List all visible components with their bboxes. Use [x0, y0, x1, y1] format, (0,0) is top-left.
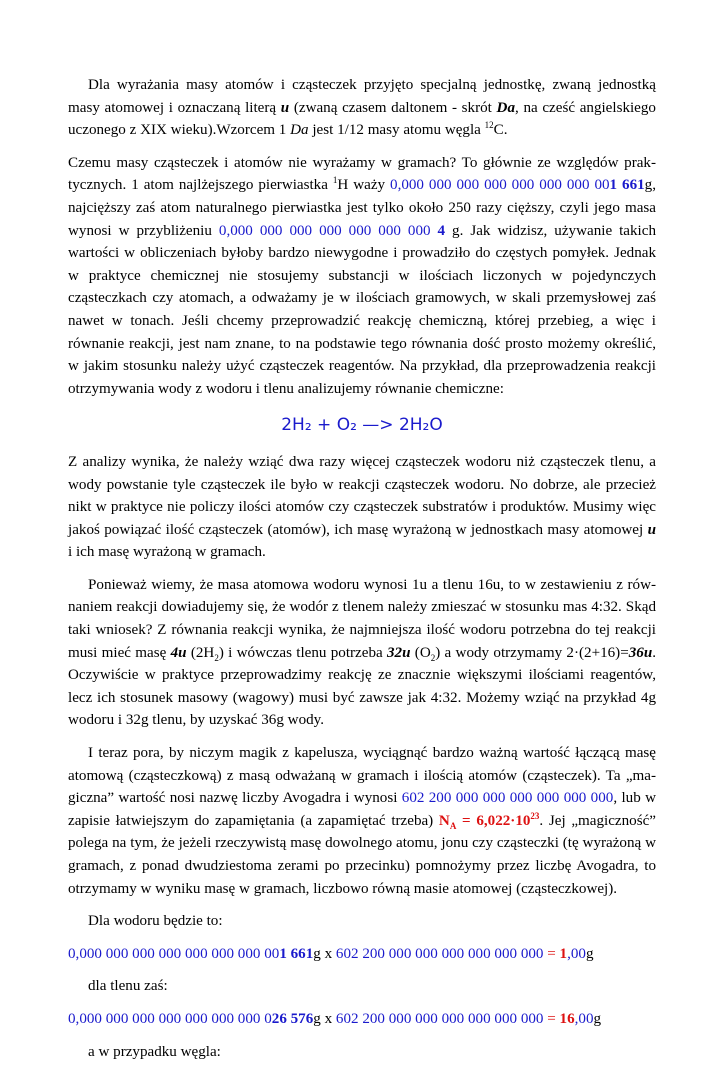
hydrogen-calculation	[68, 943, 656, 966]
unit-symbol-u: u	[280, 99, 290, 116]
text: (zwaną czasem daltonem - skrót	[289, 99, 497, 116]
avogadro-number: 602 200 000 000 000 000 000 000	[401, 790, 614, 807]
mass-digits: 1 661	[279, 945, 314, 962]
text: I teraz pora, by niczym magik z kapelusza, wyciągnąć bardzo ważną wartość łączącą masę atomową (cząsteczkową) z masą odważaną w gramach i ilością atomów (cząsteczek). Ta „ma-giczna” wartość nosi nazwę liczby Avogadra i wynosi	[68, 745, 656, 807]
operator: g x	[313, 945, 336, 962]
superscript: 23	[530, 810, 540, 821]
carbon-intro: a w przypadku węgla:	[88, 1043, 221, 1060]
avogadro-formula	[438, 810, 540, 831]
heavy-atom-mass-value: 0,000 000 000 000 000 000 000	[218, 222, 438, 239]
heavy-atom-mass-digit: 4	[437, 222, 446, 239]
isotope-superscript: 12	[484, 120, 494, 131]
equals-sign: =	[543, 1010, 560, 1027]
text: C.	[493, 122, 508, 139]
paragraph-avogadro	[68, 742, 656, 900]
chemical-equation: 2H₂ + O₂ —> 2H₂O	[281, 415, 443, 436]
text: ) a wody otrzymamy 2·(2+16)=	[435, 644, 629, 661]
isotope-superscript: 1	[332, 175, 338, 186]
text: g. Jak widzisz, używanie takich wartości w obliczeniach byłoby bardzo niewygodne i prowadziło do częstych pomyłek. Jednak w praktyce chemicznej nie stosujemy substancji w ilościach liczonych w pojedynczych cząsteczkach czy atomach, a odważamy je w ilościach gramowych, w skali przemysłowej zaś nawet w tonach. Jeśli chcemy przeprowadzić reakcję chemiczną, której przebieg, a więc i równanie reakcji, jest nam znane, to na podstawie tego równania dość prosto możemy określić, w jakim stosunku należy użyć cząsteczek reagentów. Na przykład, dla przeprowadzenia reakcji otrzymywania wody z wodoru i tlenu analizujemy równanie chemiczne:	[68, 222, 656, 397]
unit: g	[593, 1010, 602, 1027]
mass-value: 0,000 000 000 000 000 000 000 00	[68, 945, 280, 962]
result-integer: 1	[559, 945, 568, 962]
text: . Jej „magiczność” polega na tym, że jeżeli rzeczywistą masę dowolnego atomu, jonu czy cząsteczki (tę wyrażoną w gramach, z ponad dwudziestoma zerami po przecinku) pomnożymy przez liczbę Avogadra, to otrzymamy w wyniku masę w gramach, liczbowo równą masie atomowej (cząsteczkowej).	[68, 812, 656, 897]
text: , lub w zapisie łatwiejszym do zapamiętania (a zapamiętać trzeba)	[68, 790, 656, 829]
oxygen-calculation	[68, 1008, 656, 1031]
unit-symbol-da: Da	[496, 99, 515, 116]
result-decimal: ,00	[574, 1010, 594, 1027]
text: Z analizy wynika, że należy wziąć dwa razy więcej cząsteczek wodoru niż cząsteczek tlenu, a wody powstanie tyle cząsteczek ile było w reakcji cząsteczek wodoru. No dobrze, ale przecież nikt w praktyce nie policzy ilości atomów czy cząsteczek substratów i produktów. Musimy więc jakoś powiązać ilość cząsteczek (atomów), ich masę wyrażoną w jednostkach masy atomowej	[68, 453, 656, 538]
paragraph-why-not-grams	[68, 152, 656, 401]
mass-value: 36u	[628, 644, 653, 661]
text: . Oczywiście w praktyce przeprowadzimy reakcję ze znacznie większymi ilościami reagentów, lecz ich stosunek masowy (wagowy) musi być zawsze jak 4:32. Możemy wziąć na przykład 4g wodoru i 32g tlenu, by uzyskać 36g wody.	[68, 644, 657, 729]
unit-symbol-da: Da	[290, 122, 309, 139]
paragraph-analysis	[68, 451, 656, 564]
formula-value: = 6,022·10	[456, 812, 531, 829]
unit-symbol-u: u	[647, 521, 656, 538]
text: Czemu masy cząsteczek i atomów nie wyrażamy w gramach? To głównie ze względów prak-tycznych. 1 atom najlżejszego pierwiastka	[68, 154, 656, 194]
subscript: 2	[214, 652, 219, 663]
mass-value: 0,000 000 000 000 000 000 000 0	[68, 1010, 272, 1027]
unit: g	[585, 945, 594, 962]
paragraph-mass-ratio	[68, 574, 656, 732]
hydrogen-intro: Dla wodoru będzie to:	[88, 913, 223, 930]
text: i ich masę wyrażoną w gramach.	[68, 544, 266, 561]
avogadro-number: 602 200 000 000 000 000 000 000	[335, 1010, 544, 1027]
mass-value: 4u	[170, 644, 187, 661]
equals-sign: =	[543, 945, 560, 962]
result-integer: 16	[559, 1010, 575, 1027]
hydrogen-mass-value: 0,000 000 000 000 000 000 000 00	[390, 177, 610, 194]
text: Dla wyrażania masy atomów i cząsteczek przyjęto specjalną jednostkę, zwaną jednostką masy atomowej i oznaczaną literą	[68, 77, 656, 116]
text: (O	[410, 644, 431, 661]
operator: g x	[313, 1010, 336, 1027]
text: jest 1/12 masy atomu węgla	[308, 122, 485, 139]
avogadro-number: 602 200 000 000 000 000 000 000	[335, 945, 544, 962]
paragraph-mass-unit	[68, 74, 656, 142]
formula-symbol: N	[438, 812, 450, 829]
text: ) i wówczas tlenu potrzeba	[218, 644, 387, 661]
text: (2H	[186, 644, 215, 661]
mass-value: 32u	[387, 644, 411, 661]
subscript: A	[449, 820, 457, 831]
text: , na cześć angielskiego uczonego z XIX wieku).Wzorcem 1	[68, 99, 656, 139]
text: g, najcięższy zaś atom naturalnego pierwiastka jest tylko około 250 razy cięższy, czyli jego masa wynosi w przybliżeniu	[68, 177, 656, 239]
document-page	[68, 74, 656, 1073]
subscript: 2	[430, 652, 436, 663]
text: H waży	[337, 177, 391, 194]
hydrogen-mass-digits: 1 661	[609, 177, 645, 194]
result-decimal: ,00	[567, 945, 586, 962]
oxygen-intro: dla tlenu zaś:	[88, 978, 168, 995]
mass-digits: 26 576	[271, 1010, 314, 1027]
text: Ponieważ wiemy, że masa atomowa wodoru wynosi 1u a tlenu 16u, to w zestawieniu z rów-naniem reakcji dowiadujemy się, że wodór z tlenem należy zmieszać w stosunku mas 4:32. Skąd taki wniosek? Z równania reakcji wynika, że najmniejsza ilość wodoru potrzebna do tej reakcji musi mieć masę	[68, 576, 656, 661]
